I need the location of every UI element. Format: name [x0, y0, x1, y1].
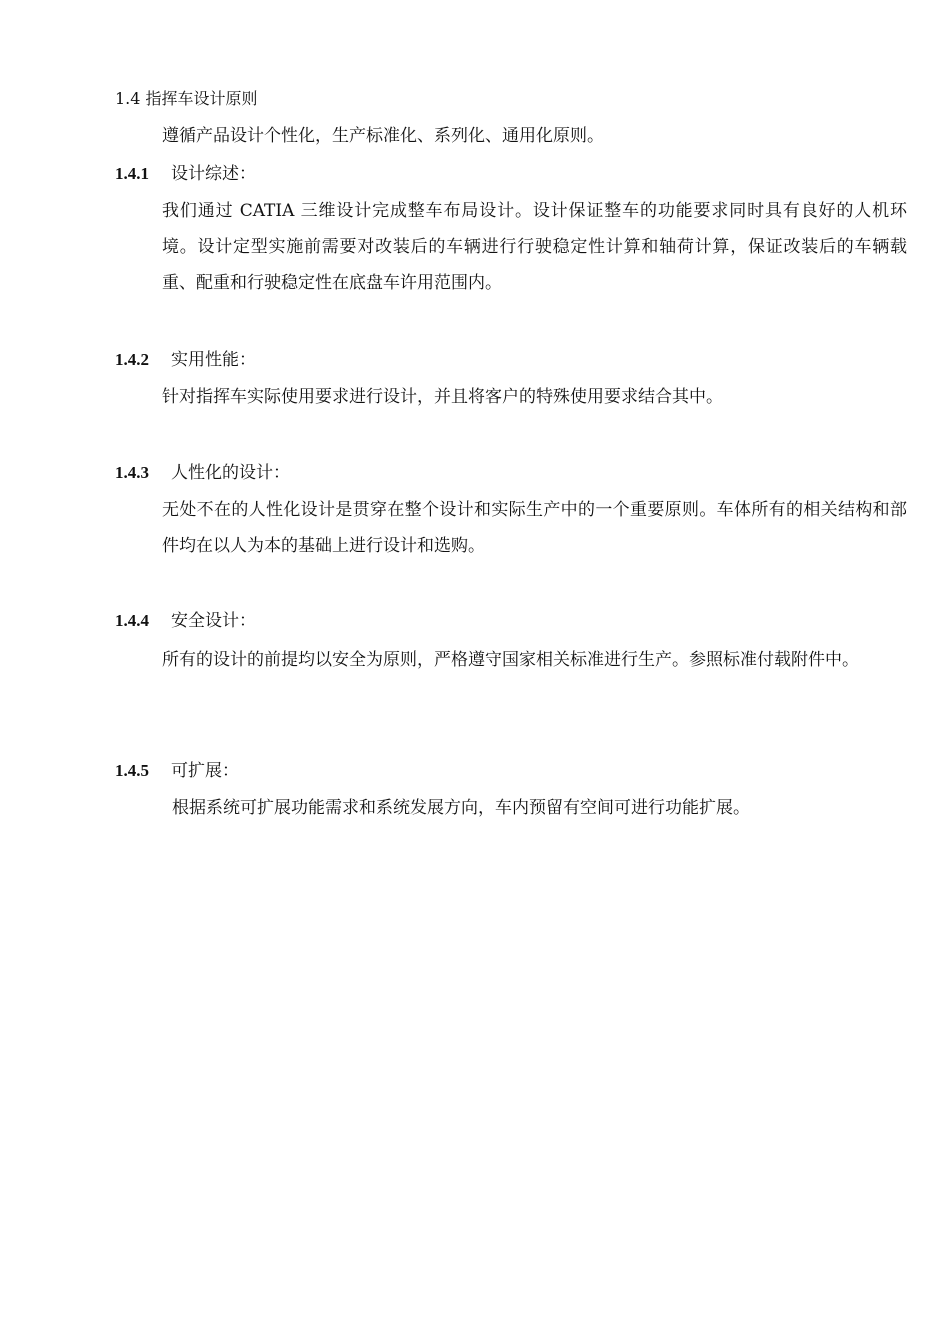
subsection-heading-1-4-1 [115, 162, 256, 186]
section-intro: 遵循产品设计个性化，生产标准化、系列化、通用化原则。 [162, 126, 604, 146]
subsection-body-1-4-1: 我们通过 CATIA 三维设计完成整车布局设计。设计保证整车的功能要求同时具有良好的人机环境。设计定型实施前需要对改装后的车辆进行行驶稳定性计算和轴荷计算，保证改装后的车辆载重、配重和行驶稳定性在底盘车许用范围内。 [162, 201, 907, 293]
subsection-heading-1-4-4 [115, 609, 256, 633]
subsection-title: 安全设计： [171, 611, 256, 631]
subsection-title: 设计综述： [171, 164, 256, 184]
subsection-heading-1-4-3 [115, 461, 290, 485]
subsection-number: 1.4.4 [115, 611, 149, 630]
subsection-number: 1.4.5 [115, 761, 149, 780]
subsection-body-1-4-3: 无处不在的人性化设计是贯穿在整个设计和实际生产中的一个重要原则。车体所有的相关结构和部件均在以人为本的基础上进行设计和选购。 [162, 500, 907, 556]
section-title: 1.4 指挥车设计原则 [115, 89, 258, 108]
subsection-title: 实用性能： [171, 350, 256, 370]
subsection-number: 1.4.2 [115, 350, 149, 369]
subsection-heading-1-4-5 [115, 759, 239, 783]
subsection-body-1-4-4: 所有的设计的前提均以安全为原则，严格遵守国家相关标准进行生产。参照标准付载附件中。 [162, 650, 859, 670]
subsection-body-1-4-2: 针对指挥车实际使用要求进行设计，并且将客户的特殊使用要求结合其中。 [162, 387, 723, 407]
subsection-title: 可扩展： [171, 761, 239, 781]
subsection-number: 1.4.1 [115, 164, 149, 183]
subsection-body-1-4-5: 根据系统可扩展功能需求和系统发展方向，车内预留有空间可进行功能扩展。 [172, 798, 750, 818]
subsection-title: 人性化的设计： [171, 463, 290, 483]
subsection-number: 1.4.3 [115, 463, 149, 482]
subsection-heading-1-4-2 [115, 348, 256, 372]
